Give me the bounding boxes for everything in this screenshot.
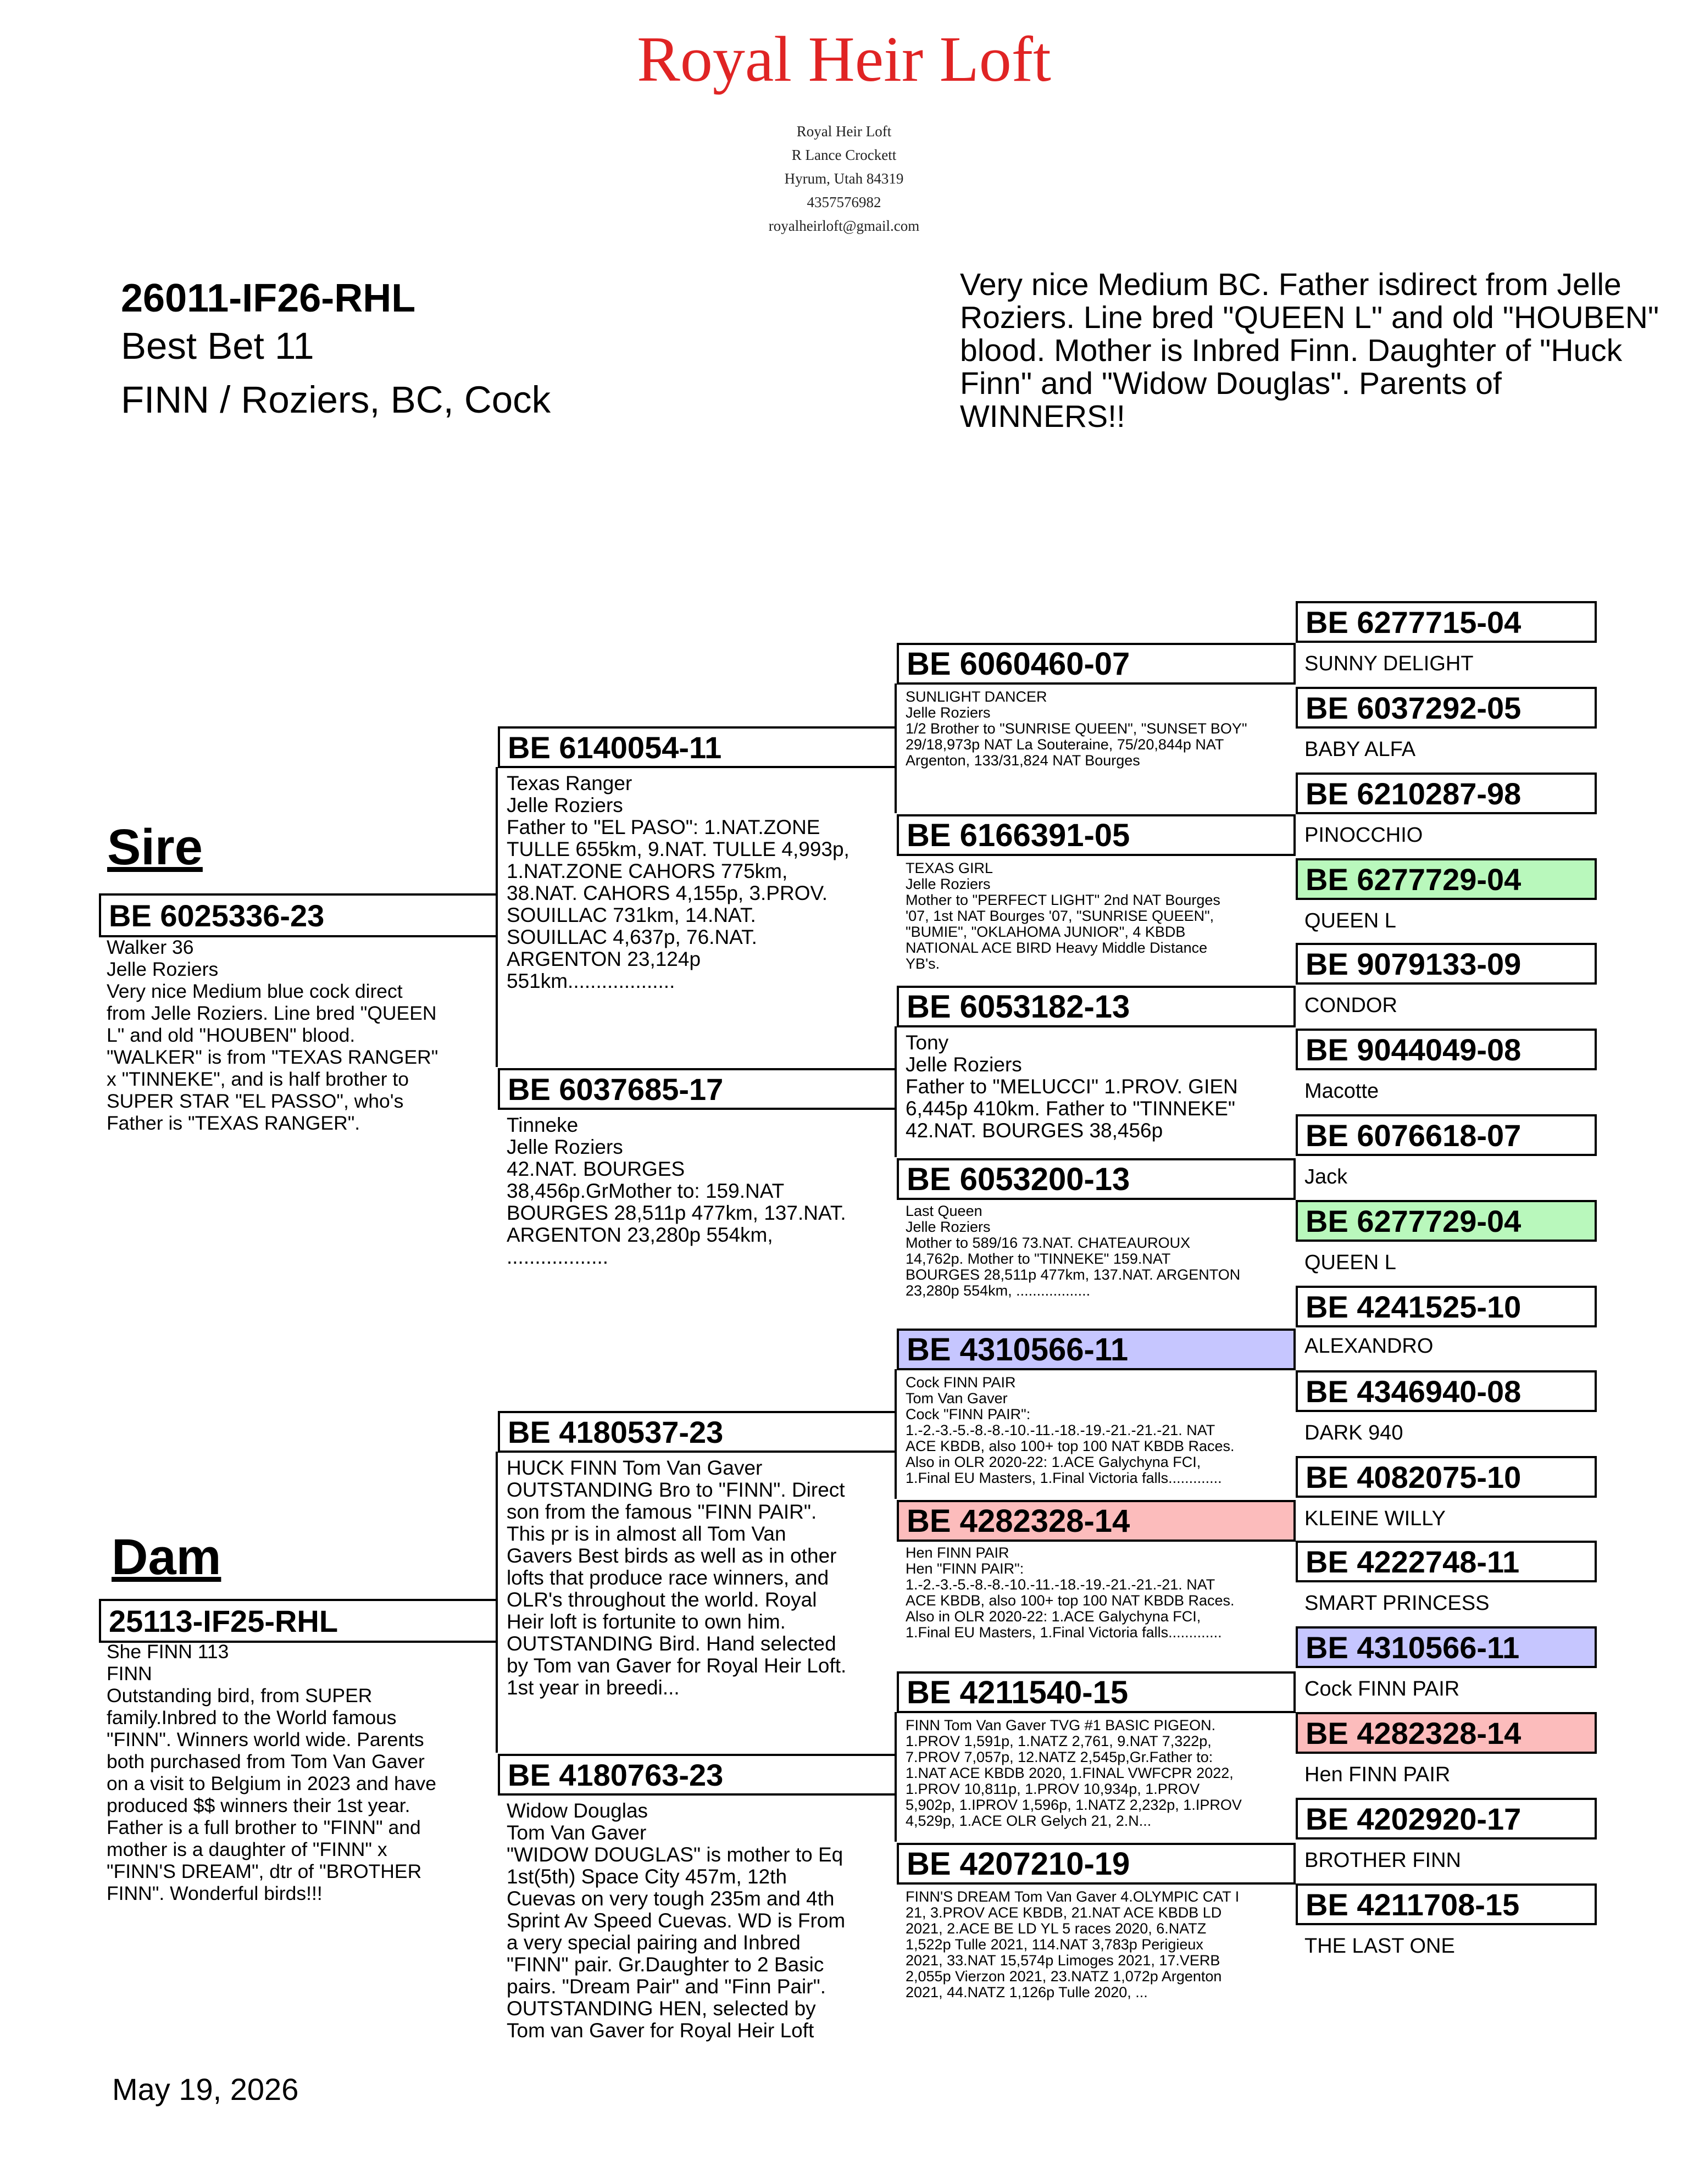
contact-block — [0, 120, 1688, 238]
gen3-ring: BE 6053200-13 — [897, 1158, 1296, 1200]
contact-loft: Royal Heir Loft — [796, 123, 892, 140]
gen2-ring: BE 6140054-11 — [498, 726, 897, 768]
gen4-ring: BE 9044049-08 — [1296, 1029, 1597, 1070]
gen4-ring-highlighted: BE 4282328-14 — [1296, 1712, 1597, 1754]
gen3-notes: SUNLIGHT DANCER Jelle Roziers 1/2 Brother to "SUNRISE QUEEN", "SUNSET BOY" 29/18,973p NAT La Souteraine, 75/20,844p NAT Argenton, 133/31,824 NAT Bourges — [906, 688, 1247, 769]
dam-label: Dam — [112, 1529, 221, 1585]
gen2-ring: BE 6037685-17 — [498, 1068, 897, 1110]
gen4-ring: BE 4202920-17 — [1296, 1798, 1597, 1840]
gen4-name: QUEEN L — [1304, 909, 1396, 932]
bracket-line — [895, 1712, 897, 1842]
gen4-ring: BE 9079133-09 — [1296, 943, 1597, 985]
gen3-ring-highlighted: BE 4282328-14 — [897, 1500, 1296, 1542]
gen3-ring: BE 6060460-07 — [897, 643, 1296, 685]
bracket-line — [496, 767, 498, 1067]
gen4-name: THE LAST ONE — [1304, 1935, 1455, 1958]
gen4-ring: BE 4241525-10 — [1296, 1286, 1597, 1327]
gen4-name: CONDOR — [1304, 994, 1397, 1017]
gen4-name: Macotte — [1304, 1080, 1379, 1103]
sire-notes: Walker 36 Jelle Roziers Very nice Medium blue cock direct from Jelle Roziers. Line bred "QUEEN L" and old "HOUBEN" blood. "WALKER" is from "TEXAS RANGER" x "TINNEKE", and is half brother to SUPER STAR "EL PASSO", who's Father is "TEXAS RANGER". — [107, 936, 438, 1134]
gen4-ring-highlighted: BE 4310566-11 — [1296, 1626, 1597, 1668]
gen3-notes: FINN'S DREAM Tom Van Gaver 4.OLYMPIC CAT I 21, 3.PROV ACE KBDB, 21.NAT ACE KBDB LD 2021, 2.ACE BE LD YL 5 races 2020, 6.NATZ 1,522p Tulle 2021, 114.NAT 3,783p Perigieux 2021, 33.NAT 15,574p Limoges 2021, 17.VERB 2,055p Vierzon 2021, 23.NATZ 1,072p Argenton 2021, 44.NATZ 1,126p Tulle 2020, ... — [906, 1888, 1240, 2000]
gen4-ring-highlighted: BE 6277729-04 — [1296, 1200, 1597, 1242]
gen4-ring: BE 4346940-08 — [1296, 1370, 1597, 1412]
bracket-line — [895, 1026, 897, 1157]
gen4-ring: BE 6277715-04 — [1296, 601, 1597, 643]
bird-description: FINN / Roziers, BC, Cock — [121, 379, 551, 421]
gen3-ring: BE 6166391-05 — [897, 814, 1296, 856]
gen2-ring: BE 4180537-23 — [498, 1411, 897, 1453]
gen4-ring: BE 6037292-05 — [1296, 687, 1597, 729]
gen4-name: BABY ALFA — [1304, 738, 1416, 761]
gen4-name: QUEEN L — [1304, 1251, 1396, 1274]
gen4-name: Hen FINN PAIR — [1304, 1763, 1451, 1786]
gen4-ring-highlighted: BE 6277729-04 — [1296, 858, 1597, 900]
gen4-name: BROTHER FINN — [1304, 1849, 1461, 1872]
gen4-ring: BE 6210287-98 — [1296, 773, 1597, 814]
gen2-notes: HUCK FINN Tom Van Gaver OUTSTANDING Bro to "FINN". Direct son from the famous "FINN PAIR". This pr is in almost all Tom Van Gavers Best birds as well as in other lofts that produce race winners, and OLR's throughout the world. Royal Heir loft is fortunite to own him. OUTSTANDING Bird. Hand selected by Tom van Gaver for Royal Heir Loft. 1st year in breedi... — [507, 1457, 847, 1699]
sire-label: Sire — [107, 819, 203, 875]
contact-email: royalheirloft@gmail.com — [768, 218, 920, 234]
gen3-notes: Cock FINN PAIR Tom Van Gaver Cock "FINN PAIR": 1.-2.-3.-5.-8.-8.-10.-11.-18.-19.-21.-21.-21. NAT ACE KBDB, also 100+ top 100 NAT KBDB Races. Also in OLR 2020-22: 1.ACE Galychyna FCI, 1.Final EU Masters, 1.Final Victoria falls............. — [906, 1374, 1235, 1486]
gen3-notes: Hen FINN PAIR Hen "FINN PAIR": 1.-2.-3.-5.-8.-8.-10.-11.-18.-19.-21.-21.-21. NAT ACE KBDB, also 100+ top 100 NAT KBDB Races. Also in OLR 2020-22: 1.ACE Galychyna FCI, 1.Final EU Masters, 1.Final Victoria falls............. — [906, 1544, 1235, 1641]
dam-ring: 25113-IF25-RHL — [99, 1599, 498, 1643]
gen4-name: ALEXANDRO — [1304, 1335, 1434, 1358]
gen3-ring: BE 6053182-13 — [897, 986, 1296, 1027]
bird-ring-number: 26011-IF26-RHL — [121, 276, 416, 320]
bracket-line — [496, 1452, 498, 1753]
bracket-line — [895, 1369, 897, 1499]
gen3-ring: BE 4211540-15 — [897, 1671, 1296, 1713]
gen2-ring: BE 4180763-23 — [498, 1754, 897, 1796]
gen4-ring: BE 4211708-15 — [1296, 1883, 1597, 1925]
gen3-notes: Last Queen Jelle Roziers Mother to 589/16 73.NAT. CHATEAUROUX 14,762p. Mother to "TINNEKE" 159.NAT BOURGES 28,511p 477km, 137.NAT. ARGENTON 23,280p 554km, .................. — [906, 1203, 1241, 1299]
gen4-name: PINOCCHIO — [1304, 824, 1423, 847]
gen4-ring: BE 4222748-11 — [1296, 1541, 1597, 1582]
gen2-notes: Texas Ranger Jelle Roziers Father to "EL PASO": 1.NAT.ZONE TULLE 655km, 9.NAT. TULLE 4,993p, 1.NAT.ZONE CAHORS 775km, 38.NAT. CAHORS 4,155p, 3.PROV. SOUILLAC 731km, 14.NAT. SOUILLAC 4,637p, 76.NAT. ARGENTON 23,124p 551km................... — [507, 772, 849, 992]
sire-ring: BE 6025336-23 — [99, 893, 498, 937]
gen3-notes: Tony Jelle Roziers Father to "MELUCCI" 1.PROV. GIEN 6,445p 410km. Father to "TINNEKE" 42.NAT. BOURGES 38,456p — [906, 1031, 1238, 1142]
gen4-name: Cock FINN PAIR — [1304, 1677, 1460, 1700]
gen4-name: SUNNY DELIGHT — [1304, 652, 1474, 675]
gen4-ring: BE 6076618-07 — [1296, 1114, 1597, 1156]
bracket-line — [895, 683, 897, 813]
contact-address: Hyrum, Utah 84319 — [784, 170, 904, 187]
gen3-notes: FINN Tom Van Gaver TVG #1 BASIC PIGEON. 1.PROV 1,591p, 1.NATZ 2,761, 9.NAT 7,322p, 7.PROV 7,057p, 12.NATZ 2,545p,Gr.Father to: 1.NAT ACE KBDB 2020, 1.FINAL VWFCPR 2022, 1.PROV 10,811p, 1.PROV 10,934p, 1.PROV 5,902p, 1.IPROV 1,596p, 1.NATZ 2,232p, 1.IPROV 4,529p, 1.ACE OLR Gelych 21, 2.N... — [906, 1717, 1242, 1829]
gen4-name: DARK 940 — [1304, 1421, 1403, 1444]
gen4-name: Jack — [1304, 1165, 1348, 1188]
gen4-name: SMART PRINCESS — [1304, 1592, 1490, 1615]
gen3-ring-highlighted: BE 4310566-11 — [897, 1329, 1296, 1370]
gen2-notes: Widow Douglas Tom Van Gaver "WIDOW DOUGLAS" is mother to Eq 1st(5th) Space City 457m, 12th Cuevas on very tough 235m and 4th Sprint Av Speed Cuevas. WD is From a very special pairing and Inbred "FINN" pair. Gr.Daughter to 2 Basic pairs. "Dream Pair" and "Finn Pair". OUTSTANDING HEN, selected by Tom van Gaver for Royal Heir Loft — [507, 1799, 846, 2042]
contact-owner: R Lance Crockett — [791, 147, 897, 163]
bird-notes: Very nice Medium BC. Father isdirect from Jelle Roziers. Line bred "QUEEN L" and old "HOUBEN" blood. Mother is Inbred Finn. Daughter of "Huck Finn" and "Widow Douglas". Parents of WINNERS!! — [960, 267, 1659, 434]
loft-title: Royal Heir Loft — [637, 23, 1051, 95]
gen4-name: KLEINE WILLY — [1304, 1507, 1446, 1530]
gen3-ring: BE 4207210-19 — [897, 1843, 1296, 1885]
gen2-notes: Tinneke Jelle Roziers 42.NAT. BOURGES 38,456p.GrMother to: 159.NAT BOURGES 28,511p 477km, 137.NAT. ARGENTON 23,280p 554km, .................. — [507, 1114, 846, 1268]
dam-notes: She FINN 113 FINN Outstanding bird, from SUPER family.Inbred to the World famous "FINN". Winners world wide. Parents both purchased from Tom Van Gaver on a visit to Belgium in 2023 and have produced $$ winners their 1st year. Father is a full brother to "FINN" and mother is a daughter of "FINN" x "FINN'S DREAM", dtr of "BROTHER FINN". Wonderful birds!!! — [107, 1641, 436, 1904]
contact-phone: 4357576982 — [807, 194, 881, 210]
gen3-notes: TEXAS GIRL Jelle Roziers Mother to "PERFECT LIGHT" 2nd NAT Bourges '07, 1st NAT Bourges '07, "SUNRISE QUEEN", "BUMIE", "OKLAHOMA JUNIOR", 4 KBDB NATIONAL ACE BIRD Heavy Middle Distance YB's. — [906, 860, 1220, 972]
gen4-ring: BE 4082075-10 — [1296, 1456, 1597, 1498]
print-date: May 19, 2026 — [112, 2072, 299, 2107]
bird-name: Best Bet 11 — [121, 325, 314, 367]
